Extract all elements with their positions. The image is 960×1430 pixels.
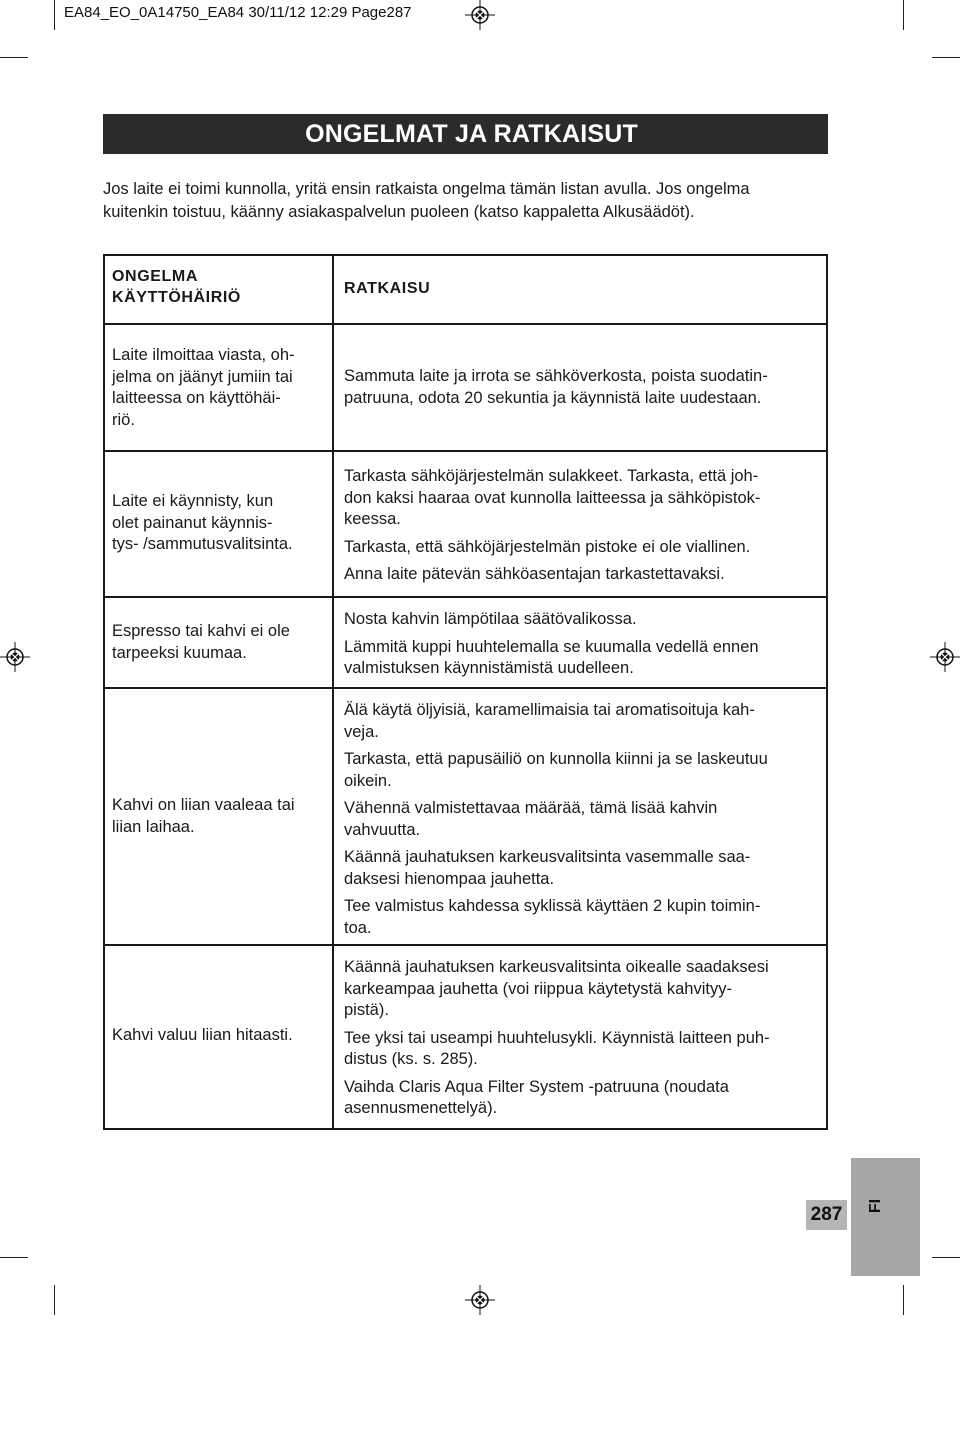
crop-mark xyxy=(903,0,904,30)
solution-item xyxy=(344,700,814,743)
solution-item xyxy=(344,609,814,631)
solution-line: distus (ks. s. 285). xyxy=(344,1050,478,1068)
table-rule xyxy=(103,596,828,598)
table-rule xyxy=(332,254,334,1129)
solution-cell xyxy=(344,700,814,945)
solution-line: Sammuta laite ja irrota se sähköverkosta, poista suodatin- xyxy=(344,367,768,385)
table-rule xyxy=(103,1128,828,1130)
problem-line: jelma on jäänyt jumiin tai xyxy=(112,367,293,386)
problem-line: Kahvi valuu liian hitaasti. xyxy=(112,1026,293,1044)
solution-line: patruuna, odota 20 sekuntia ja käynnistä laite uudestaan. xyxy=(344,388,762,407)
intro-line: Jos laite ei toimi kunnolla, yritä ensin ratkaista ongelma tämän listan avulla. Jos ongelma xyxy=(103,180,750,198)
problem-cell xyxy=(112,491,327,556)
page-title-bar xyxy=(103,114,828,154)
problem-line: olet painanut käynnis- xyxy=(112,513,273,532)
problem-line: laitteessa on käyttöhäi- xyxy=(112,389,281,407)
solution-line: don kaksi haaraa ovat kunnolla laitteessa ja sähköpistok- xyxy=(344,488,761,507)
solution-line: oikein. xyxy=(344,771,392,790)
problem-line: Espresso tai kahvi ei ole xyxy=(112,622,290,640)
crop-mark xyxy=(903,1285,904,1315)
solution-item xyxy=(344,564,814,586)
solution-item xyxy=(344,847,814,890)
troubleshooting-table xyxy=(103,254,828,1430)
problem-line: Laite ilmoittaa viasta, oh- xyxy=(112,346,295,364)
header-problem-line: ONGELMA xyxy=(112,268,198,285)
registration-mark-icon xyxy=(465,0,495,30)
solution-item xyxy=(344,1028,814,1071)
table-rule xyxy=(103,254,828,256)
header-problem xyxy=(112,266,327,308)
solution-line: Vähennä valmistettavaa määrää, tämä lisää kahvin xyxy=(344,799,718,817)
solution-item xyxy=(344,537,814,559)
solution-line: Vaihda Claris Aqua Filter System -patruuna (noudata xyxy=(344,1077,729,1096)
intro-paragraph xyxy=(103,178,828,224)
solution-line: Tee yksi tai useampi huuhtelusykli. Käynnistä laitteen puh- xyxy=(344,1028,770,1047)
solution-cell xyxy=(344,609,814,686)
solution-line: Tarkasta, että sähköjärjestelmän pistoke ei ole viallinen. xyxy=(344,537,751,556)
registration-mark-icon xyxy=(0,642,30,672)
problem-cell xyxy=(112,795,327,838)
solution-item xyxy=(344,637,814,680)
solution-line: Tarkasta, että papusäiliö on kunnolla kiinni ja se laskeutuu xyxy=(344,750,768,768)
problem-cell xyxy=(112,345,327,431)
solution-line: keessa. xyxy=(344,510,401,528)
solution-item xyxy=(344,749,814,792)
solution-item xyxy=(344,466,814,531)
table-rule xyxy=(103,323,828,325)
problem-line: Laite ei käynnisty, kun xyxy=(112,492,274,510)
solution-item xyxy=(344,366,814,409)
header-problem-line: KÄYTTÖHÄIRIÖ xyxy=(112,289,241,306)
solution-line: Tarkasta sähköjärjestelmän sulakkeet. Tarkasta, että joh- xyxy=(344,467,759,485)
problem-line: liian laihaa. xyxy=(112,817,195,836)
solution-cell xyxy=(344,466,814,592)
solution-item xyxy=(344,957,814,1022)
solution-line: Nosta kahvin lämpötilaa säätövalikossa. xyxy=(344,610,637,628)
crop-mark xyxy=(932,57,960,58)
table-rule xyxy=(103,450,828,452)
solution-line: valmistuksen käynnistämistä uudelleen. xyxy=(344,659,634,677)
solution-item xyxy=(344,896,814,939)
solution-line: pistä). xyxy=(344,1001,389,1019)
print-slug: EA84_EO_0A14750_EA84 30/11/12 12:29 Page287 xyxy=(64,4,412,21)
solution-item xyxy=(344,1077,814,1120)
solution-line: Älä käytä öljyisiä, karamellimaisia tai aromatisoituja kah- xyxy=(344,701,755,719)
registration-mark-icon xyxy=(930,642,960,672)
table-rule xyxy=(103,254,105,1129)
table-rule xyxy=(826,254,828,1129)
solution-line: Anna laite pätevän sähköasentajan tarkastettavaksi. xyxy=(344,565,725,583)
solution-line: Käännä jauhatuksen karkeusvalitsinta oikealle saadaksesi xyxy=(344,958,769,976)
problem-cell xyxy=(112,1025,327,1047)
crop-mark xyxy=(932,1257,960,1258)
language-label: FI xyxy=(867,1198,884,1214)
intro-line: kuitenkin toistuu, käänny asiakaspalvelun puoleen (katso kappaletta Alkusäädöt). xyxy=(103,203,695,221)
problem-cell xyxy=(112,621,327,664)
problem-line: tarpeeksi kuumaa. xyxy=(112,643,247,662)
solution-line: Lämmitä kuppi huuhtelemalla se kuumalla vedellä ennen xyxy=(344,637,759,656)
solution-line: asennusmenettelyä). xyxy=(344,1099,498,1117)
problem-line: tys- /sammutusvalitsinta. xyxy=(112,535,293,553)
solution-line: Käännä jauhatuksen karkeusvalitsinta vasemmalle saa- xyxy=(344,848,751,866)
solution-line: vahvuutta. xyxy=(344,820,421,839)
crop-mark xyxy=(54,1285,55,1315)
header-solution: RATKAISU xyxy=(344,280,431,297)
solution-item xyxy=(344,798,814,841)
crop-mark xyxy=(0,1257,28,1258)
solution-cell xyxy=(344,957,814,1126)
solution-line: karkeampaa jauhetta (voi riippua käytetystä kahvityy- xyxy=(344,979,732,998)
page-title: ONGELMAT JA RATKAISUT xyxy=(305,119,638,148)
problem-line: riö. xyxy=(112,410,135,429)
solution-line: veja. xyxy=(344,722,379,741)
solution-line: daksesi hienompaa jauhetta. xyxy=(344,869,555,888)
solution-cell xyxy=(344,366,814,415)
solution-line: toa. xyxy=(344,918,372,937)
solution-line: Tee valmistus kahdessa syklissä käyttäen 2 kupin toimin- xyxy=(344,897,761,915)
table-rule xyxy=(103,687,828,689)
crop-mark xyxy=(54,0,55,30)
crop-mark xyxy=(0,57,28,58)
problem-line: Kahvi on liian vaaleaa tai xyxy=(112,796,295,814)
page-number: 287 xyxy=(806,1200,847,1230)
